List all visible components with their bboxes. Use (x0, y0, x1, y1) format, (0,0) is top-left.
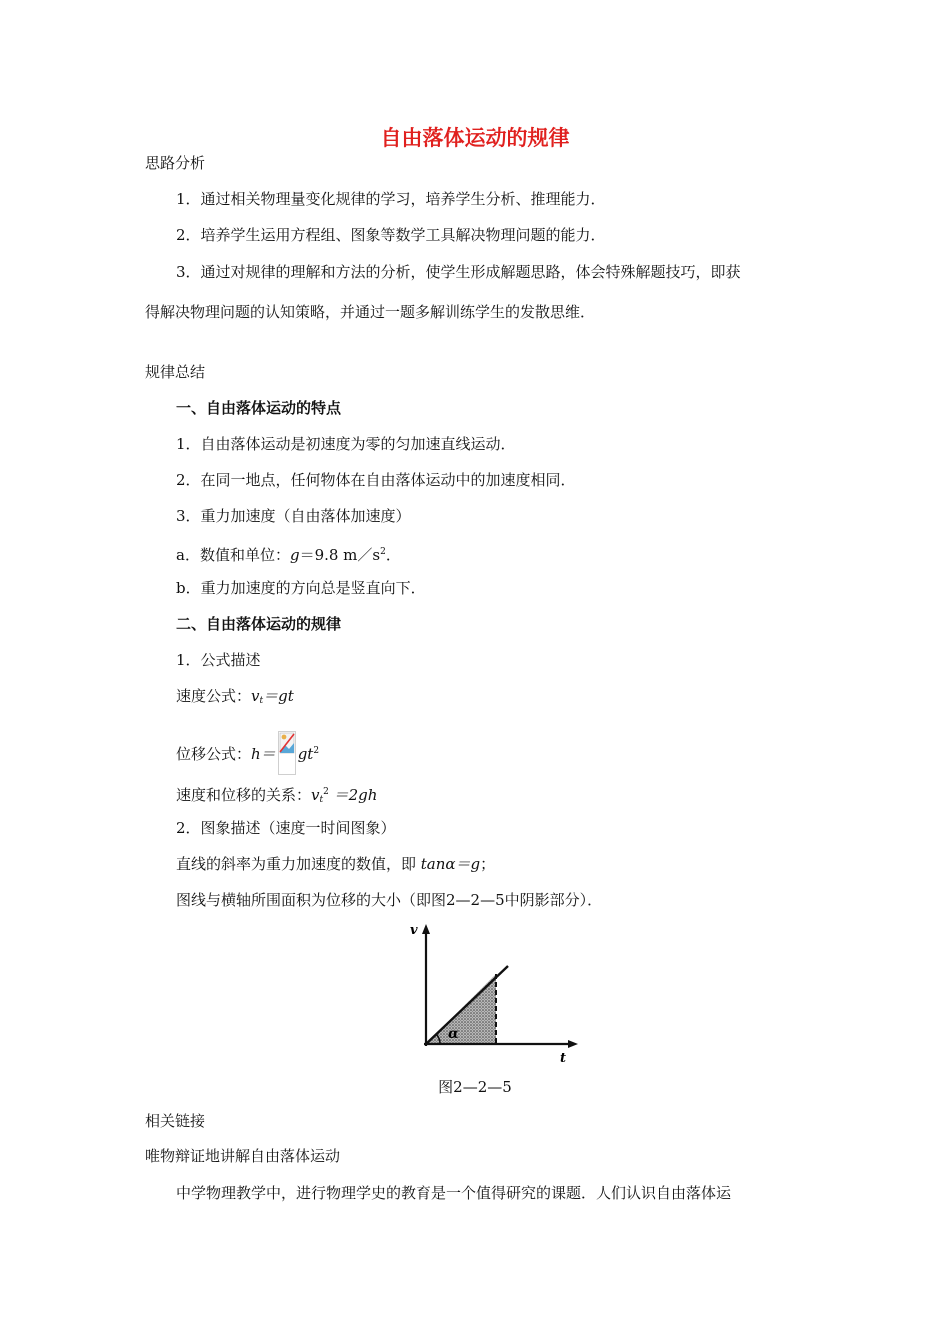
article-paragraph: 中学物理教学中，进行物理学史的教育是一个值得研究的课题．人们认识自由落体运 (176, 1184, 732, 1202)
graph-description: 2．图象描述（速度一时间图象） (176, 819, 396, 837)
relation-exponent: 2 (323, 787, 329, 797)
section-heading-links: 相关链接 (145, 1112, 206, 1130)
velocity-time-graph (404, 922, 584, 1068)
gravity-value-line (176, 542, 401, 565)
x-axis-arrow (568, 1040, 578, 1048)
gravity-unit-exponent: 2 (380, 547, 386, 557)
gravity-value-end: ． (385, 546, 401, 564)
analysis-item-3: 3．通过对规律的理解和方法的分析，使学生形成解题思路，体会特殊解题技巧，即获 (176, 263, 741, 281)
gravity-value-prefix: a．数值和单位： (176, 546, 290, 564)
relation-formula-label: 速度和位移的关系： (176, 786, 312, 804)
displacement-exponent: 2 (313, 746, 320, 756)
axis-label-v: v (410, 923, 418, 938)
part1-heading: 一、自由落体运动的特点 (176, 399, 342, 417)
slope-formula: tanα＝g (420, 855, 481, 873)
relation-v: v (311, 786, 320, 804)
section-heading-summary: 规律总结 (145, 363, 206, 381)
analysis-item-2: 2．培养学生运用方程组、图象等数学工具解决物理问题的能力． (176, 226, 606, 244)
part2-heading: 二、自由落体运动的规律 (176, 615, 342, 633)
displacement-h: h＝ (251, 745, 276, 763)
slope-text: 直线的斜率为重力加速度的数值，即 (176, 855, 421, 873)
displacement-formula-label: 位移公式： (176, 745, 252, 763)
feature-item-2: 2．在同一地点，任何物体在自由落体运动中的加速度相同． (176, 471, 576, 489)
feature-item-1: 1．自由落体运动是初速度为零的匀加速直线运动． (176, 435, 516, 453)
velocity-subscript: t (259, 696, 264, 706)
analysis-item-3-continued: 得解决物理问题的认知策略，并通过一题多解训练学生的发散思维． (145, 303, 596, 321)
analysis-item-1: 1．通过相关物理量变化规律的学习，培养学生分析、推理能力． (176, 190, 606, 208)
relation-subscript: t (319, 795, 324, 805)
gravity-direction: b．重力加速度的方向总是竖直向下． (176, 579, 426, 597)
velocity-formula-label: 速度公式： (176, 687, 252, 705)
page-title: 自由落体运动的规律 (380, 126, 570, 150)
y-axis-arrow (422, 924, 430, 934)
article-title: 唯物辩证地讲解自由落体运动 (145, 1147, 341, 1165)
displacement-formula-line (176, 733, 319, 777)
velocity-formula: ＝gt (263, 687, 294, 705)
angle-label: α (448, 1026, 459, 1042)
velocity-formula-line (176, 686, 294, 711)
relation-formula-line (176, 782, 377, 810)
formula-description: 1．公式描述 (176, 651, 261, 669)
section-heading-analysis: 思路分析 (145, 154, 206, 172)
fraction-image-placeholder (278, 731, 296, 775)
feature-item-3: 3．重力加速度（自由落体加速度） (176, 507, 411, 525)
gravity-value: ＝9.8 m／s (299, 546, 381, 564)
axis-label-t: t (560, 1051, 567, 1066)
slope-line (176, 854, 495, 874)
gravity-symbol: g (289, 546, 300, 564)
velocity-symbol: v (251, 687, 260, 705)
figure-caption: 图2—2—5 (438, 1078, 512, 1096)
relation-formula: ＝2gh (328, 786, 378, 804)
displacement-gt: gt (297, 745, 314, 763)
slope-end: ； (480, 855, 496, 873)
area-text: 图线与横轴所围面积为位移的大小（即图2—2—5中阴影部分）． (176, 891, 603, 909)
